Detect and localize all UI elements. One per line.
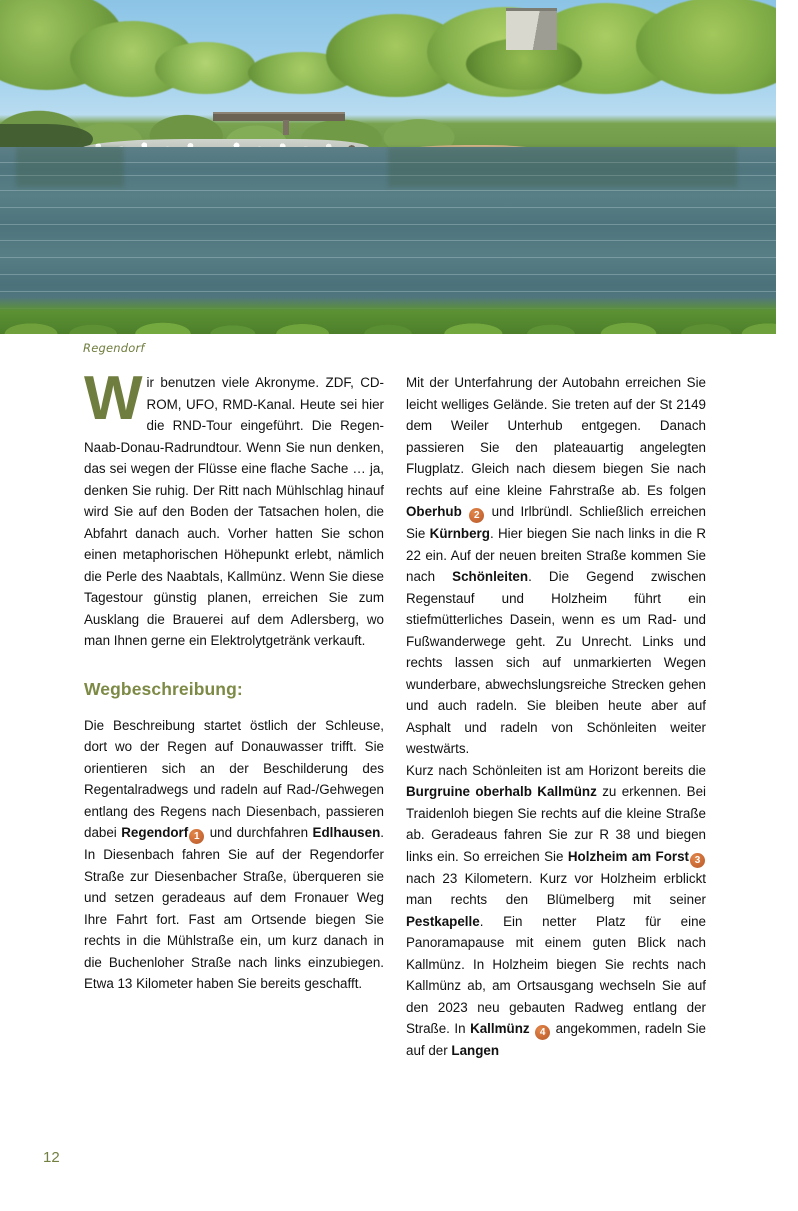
place-name-schoenleiten: Schönleiten <box>452 569 529 584</box>
route-text-2: und durchfahren <box>205 825 313 840</box>
right-text-column <box>406 372 706 1062</box>
waypoint-badge-2: 2 <box>469 508 484 523</box>
left-text-column <box>84 364 384 995</box>
route-text-3: . In Diesenbach fahren Sie auf der Regendorfer Straße zur Diesenbacher Straße, überqueren sie und setzen geradeaus auf dem Fronauer Weg Ihre Fahrt fort. Fast am Ortsende biegen Sie rechts in die Mühlstraße ein, um kurz danach in die Buchenloher Straße nach links einzubiegen. Etwa 13 Kilometer haben Sie bereits geschafft. <box>84 825 384 991</box>
place-name-kallmuenz: Kallmünz <box>470 1021 530 1036</box>
route-text-r7: nach 23 Kilometern. Kurz vor Holzheim erblickt man rechts den Blümelberg mit seiner <box>406 870 706 907</box>
waypoint-badge-1: 1 <box>189 829 204 844</box>
photo-canvas <box>0 0 776 334</box>
route-text-r6: zu erkennen. Bei Traidenloh biegen Sie rechts auf die kleine Straße ab. Geradeaus fahren Sie zur R 38 und biegen links ein. So erreichen Sie <box>406 784 707 864</box>
waypoint-badge-4: 4 <box>535 1025 550 1040</box>
route-paragraph-3 <box>406 760 706 1062</box>
tree-reflection <box>16 147 125 187</box>
body-columns <box>0 364 798 1172</box>
route-description-paragraph <box>84 715 384 995</box>
route-text-r8: . Ein netter Platz für eine Panoramapause mit einem guten Blick nach Kallmünz. In Holzheim biegen Sie rechts nach Kallmünz ab, am Ortsausgang wechseln Sie auf den 2023 neu gebauten Radweg entlang der Straße. In <box>406 913 706 1036</box>
drop-cap-letter: W <box>84 364 143 433</box>
route-text-r2: und Irlbründl. Schließlich erreichen Sie <box>406 504 706 541</box>
route-text-r3: . Hier biegen Sie nach links in die R 22 ein. Auf der neuen breiten Straße kommen Sie nach <box>406 526 707 584</box>
route-text-r1: Mit der Unterfahrung der Autobahn erreichen Sie leicht welliges Gelände. Sie treten auf der St 2149 dem Weiler Unterhub entgegen. Danach passieren Sie den plateauartig angelegten Flugplatz. Gleich nach diesem biegen Sie nach rechts auf eine kleine Fahrstraße ab. Es folgen <box>406 375 706 498</box>
intro-paragraph <box>84 364 384 652</box>
place-name-oberhub: Oberhub <box>406 504 462 519</box>
photo-caption: Regendorf <box>83 341 145 355</box>
route-text-r9: angekommen, radeln Sie auf der <box>406 1021 706 1058</box>
place-name-holzheim-am-forst: Holzheim am Forst <box>567 848 689 864</box>
waypoint-badge-3: 3 <box>690 853 705 868</box>
route-text-r5: Kurz nach Schönleiten ist am Horizont bereits die <box>406 762 706 778</box>
place-name-regendorf: Regendorf <box>121 825 189 840</box>
tree-reflection <box>388 147 737 187</box>
intro-text: ir benutzen viele Akronyme. ZDF, CD-ROM, UFO, RMD-Kanal. Heute sei hier die RND-Tour eingeführt. Die Regen-Naab-Donau-Radrundtour. Wenn Sie nun denken, das sei wegen der Flüsse eine flache Sache … ja, denken Sie ruhig. Der Ritt nach Mühlschlag hinauf wird Sie auf den Boden der Tatsachen holen, die Abfahrt danach auch. Vorher hatten Sie schon einen metaphorischen Höhepunkt erlebt, nämlich die Perle des Naabtals, Kallmünz. Wenn Sie diese Tagestour günstig planen, erreichen Sie zum Ausklang die Brauerei auf dem Adlersberg, wo man Ihnen gerne ein Elektrolytgetränk verkauft. <box>84 375 384 648</box>
bridge-pier <box>283 120 289 135</box>
tree-blob <box>155 42 256 94</box>
section-heading-wegbeschreibung: Wegbeschreibung: <box>84 678 243 699</box>
place-name-kuernberg: Kürnberg <box>429 526 490 541</box>
place-name-burgruine-kallmuenz: Burgruine oberhalb Kallmünz <box>406 784 597 799</box>
grass-foreground <box>0 297 776 334</box>
paragraph-spacer <box>84 652 384 678</box>
header-photo <box>0 0 776 334</box>
route-text-1: Die Beschreibung startet östlich der Schleuse, dort wo der Regen auf Donauwasser trifft. Sie orientieren sich an der Beschilderung des Regentalradwegs und radeln auf Rad-/Gehwegen entlang des Regens nach Diesenbach, passieren dabei <box>84 717 384 840</box>
place-name-edlhausen: Edlhausen <box>312 825 381 840</box>
place-name-langen: Langen <box>451 1043 500 1058</box>
route-text-r4: . Die Gegend zwischen Regenstauf und Holzheim führt ein stiefmütterliches Dasein, wenn es um Rad- und Fußwanderwege geht. Zu Unrecht. Links und rechts lassen sich auf unmarkierten Wegen wunderbare, abwechslungsreiche Strecken gehen und auch radeln. Sie bleiben heute aber auf Asphalt und radeln von Schönleiten weiter westwärts. <box>406 569 706 756</box>
bridge-deck <box>213 112 345 121</box>
tower-building <box>506 8 557 50</box>
page-number: 12 <box>43 1149 60 1166</box>
place-name-pestkapelle: Pestkapelle <box>406 913 480 929</box>
route-paragraph-2 <box>406 372 706 760</box>
